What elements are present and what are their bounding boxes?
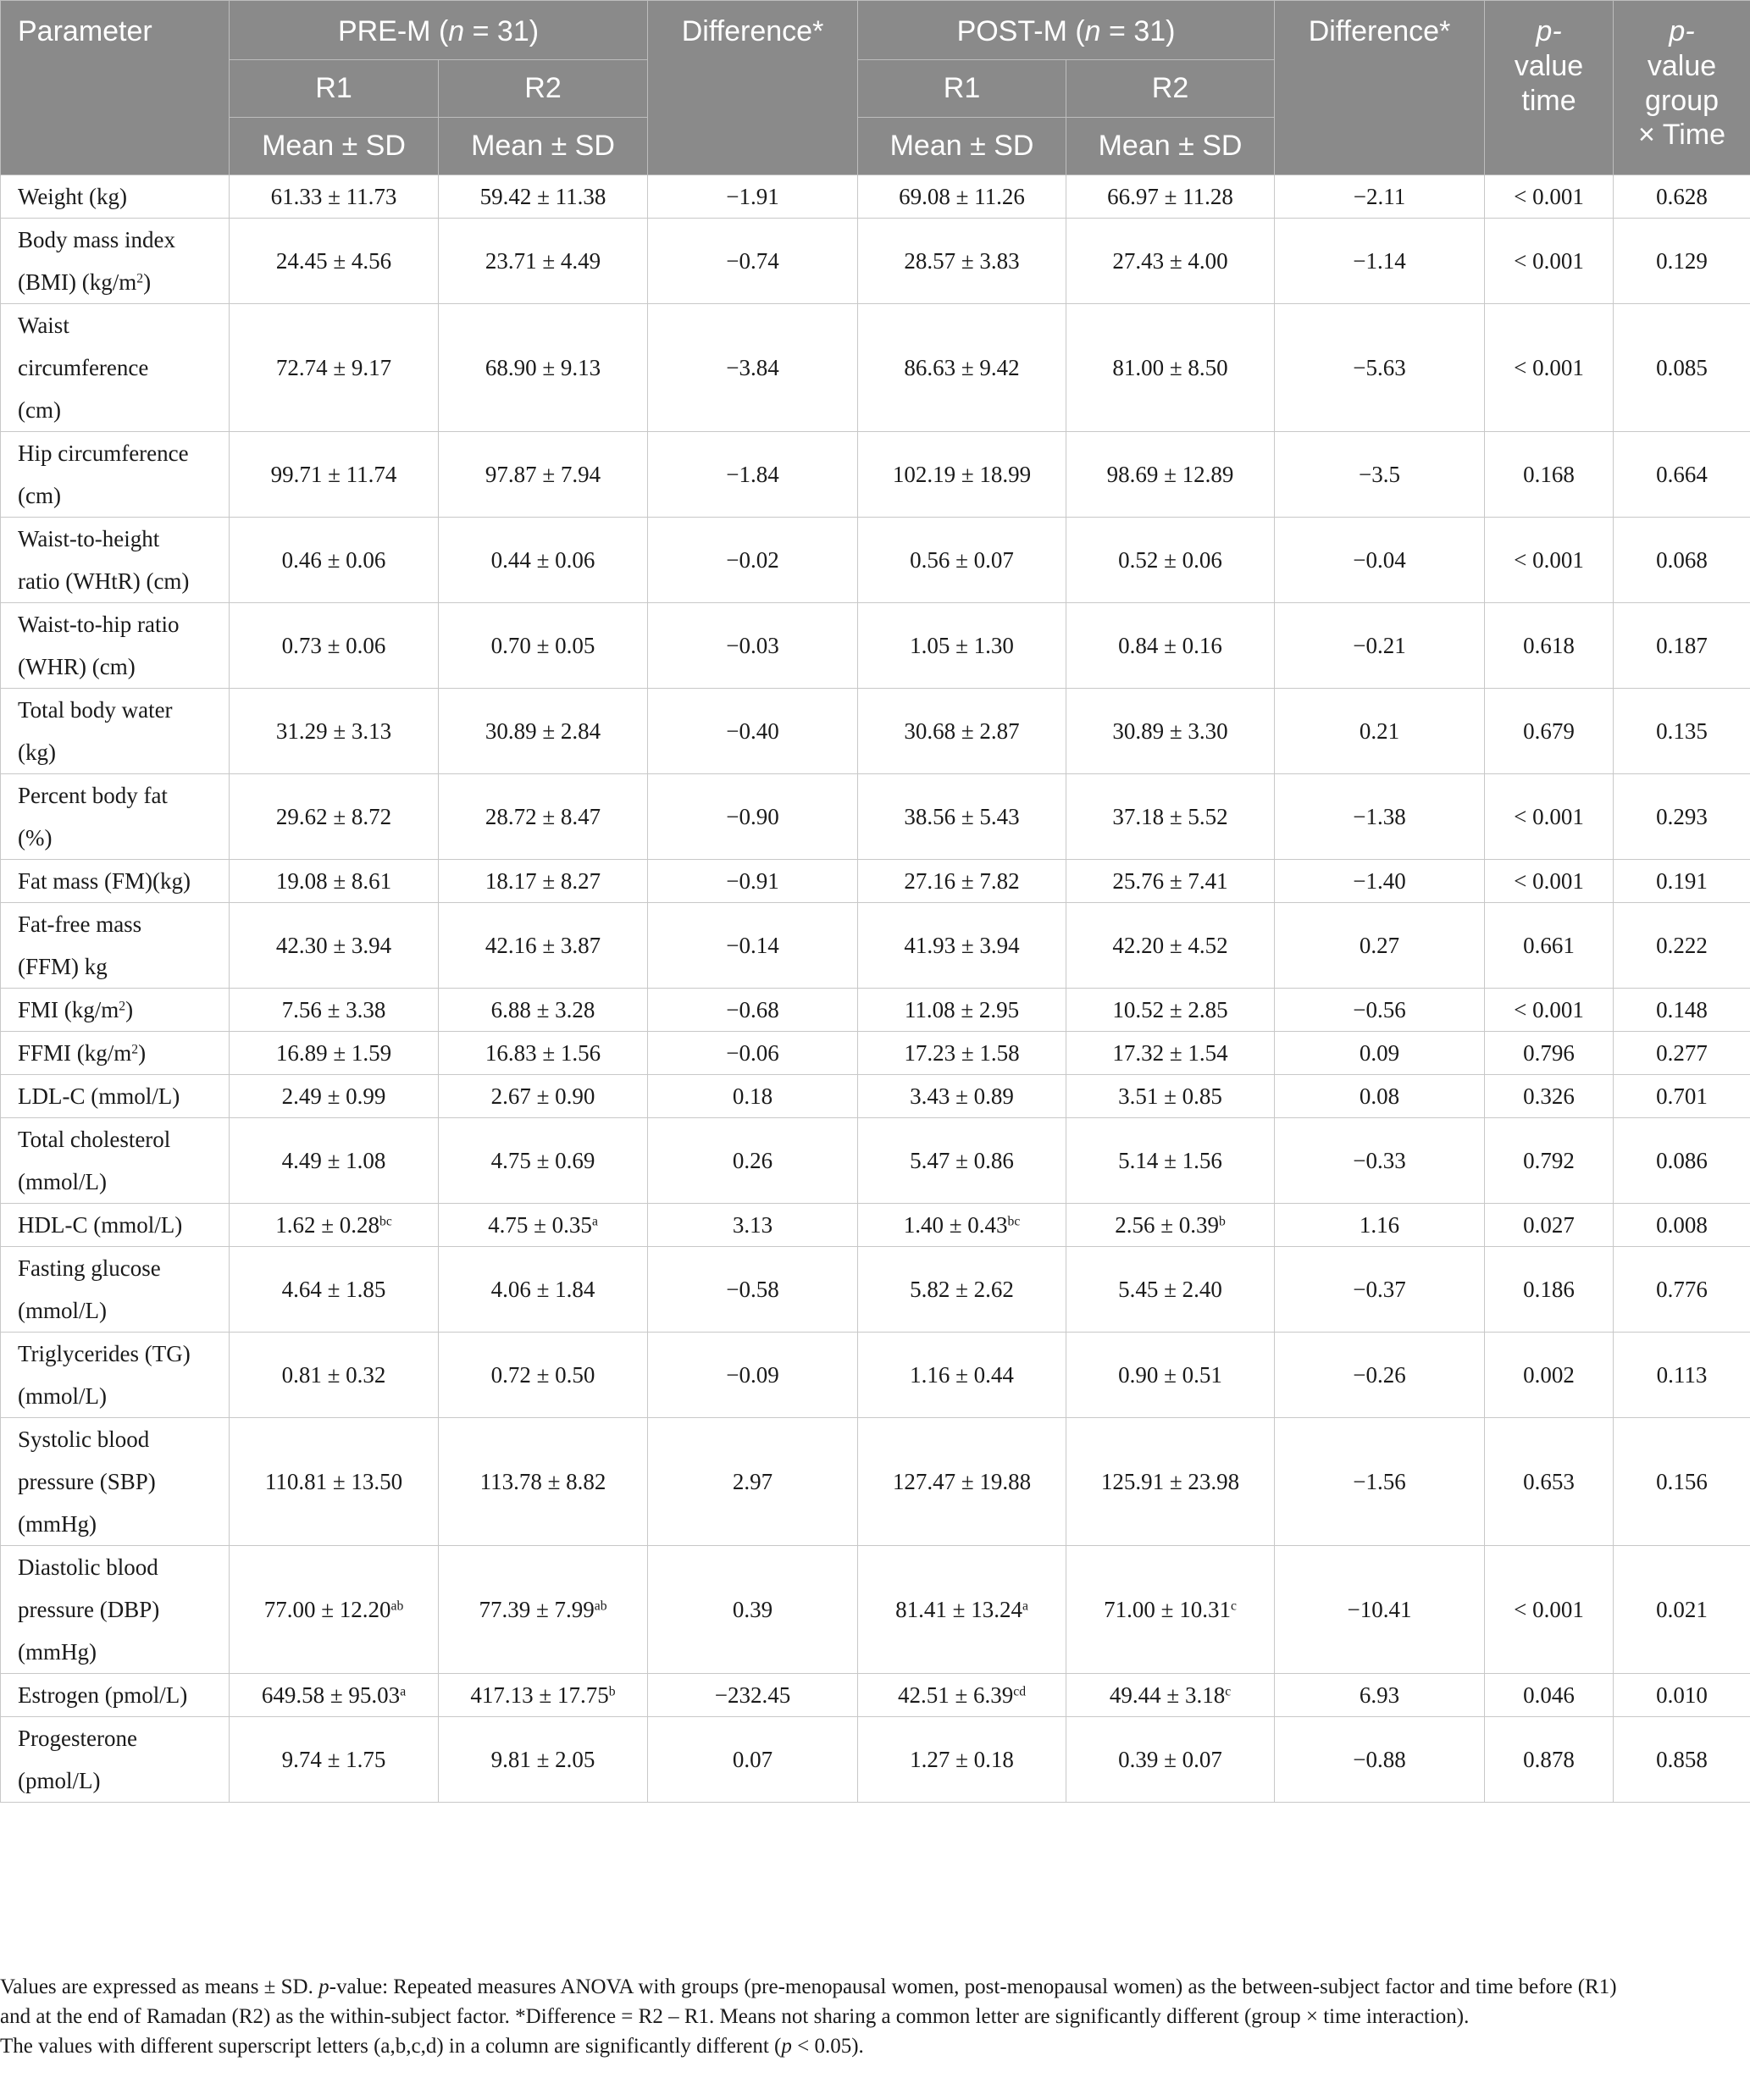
pre-r2-cell: 6.88 ± 3.28 bbox=[439, 989, 648, 1032]
pre-r1-cell: 0.46 ± 0.06 bbox=[230, 518, 439, 603]
pre-difference-cell: 0.18 bbox=[648, 1075, 858, 1118]
pre-r2-cell: 30.89 ± 2.84 bbox=[439, 689, 648, 774]
post-difference-cell: 0.08 bbox=[1275, 1075, 1485, 1118]
parameter-header: Parameter bbox=[1, 1, 230, 175]
pre-r1-cell: 77.00 ± 12.20$^{ab}$ bbox=[230, 1546, 439, 1674]
post-r2-cell: 0.52 ± 0.06 bbox=[1066, 518, 1275, 603]
pre-r1-cell: 2.49 ± 0.99 bbox=[230, 1075, 439, 1118]
p-value-time-cell: 0.618 bbox=[1485, 603, 1614, 689]
parameter-cell: Diastolic blood pressure (DBP) (mmHg) bbox=[1, 1546, 230, 1674]
parameter-cell: FMI $(kg/m^2)$ bbox=[1, 989, 230, 1032]
post-r1-cell: 17.23 ± 1.58 bbox=[858, 1032, 1066, 1075]
pre-r2-cell: 68.90 ± 9.13 bbox=[439, 304, 648, 432]
p-value-interaction-cell: 0.858 bbox=[1614, 1717, 1750, 1803]
post-r1-cell: 86.63 ± 9.42 bbox=[858, 304, 1066, 432]
post-r1-header: R1 bbox=[858, 60, 1066, 118]
pre-difference-cell: 3.13 bbox=[648, 1204, 858, 1247]
pre-r2-cell: 59.42 ± 11.38 bbox=[439, 175, 648, 219]
post-r2-cell: 5.14 ± 1.56 bbox=[1066, 1118, 1275, 1204]
post-difference-cell: −10.41 bbox=[1275, 1546, 1485, 1674]
pre-r2-mean-sd-header: Mean ± SD bbox=[439, 118, 648, 175]
footnote-line-3: The values with different superscript letters (a,b,c,d) in a column are significantly different (p < 0.05). bbox=[0, 2035, 864, 2058]
post-difference-cell: −0.21 bbox=[1275, 603, 1485, 689]
p-value-interaction-cell: 0.701 bbox=[1614, 1075, 1750, 1118]
pre-difference-cell: −0.02 bbox=[648, 518, 858, 603]
table-row bbox=[1, 1075, 1750, 1118]
pre-difference-cell: 0.39 bbox=[648, 1546, 858, 1674]
post-r2-cell: 49.44 ± 3.18$^c$ bbox=[1066, 1674, 1275, 1717]
pre-r2-header: R2 bbox=[439, 60, 648, 118]
pre-difference-cell: −0.40 bbox=[648, 689, 858, 774]
parameter-cell: Triglycerides (TG) (mmol/L) bbox=[1, 1333, 230, 1418]
post-difference-cell: 1.16 bbox=[1275, 1204, 1485, 1247]
p-value-time-cell: < 0.001 bbox=[1485, 774, 1614, 860]
table-footnote bbox=[0, 1972, 1736, 2061]
pre-m-group-header: PRE-M (n = 31) bbox=[230, 1, 648, 60]
post-difference-cell: −0.26 bbox=[1275, 1333, 1485, 1418]
post-r1-cell: 41.93 ± 3.94 bbox=[858, 903, 1066, 989]
p-value-time-cell: < 0.001 bbox=[1485, 219, 1614, 304]
pre-r1-cell: 4.49 ± 1.08 bbox=[230, 1118, 439, 1204]
table-row bbox=[1, 175, 1750, 219]
pre-difference-cell: −0.90 bbox=[648, 774, 858, 860]
post-difference-cell: 6.93 bbox=[1275, 1674, 1485, 1717]
pre-r2-cell: 77.39 ± 7.99$^{ab}$ bbox=[439, 1546, 648, 1674]
post-r1-cell: 28.57 ± 3.83 bbox=[858, 219, 1066, 304]
post-r1-cell: 1.27 ± 0.18 bbox=[858, 1717, 1066, 1803]
post-difference-cell: −0.33 bbox=[1275, 1118, 1485, 1204]
parameter-cell: LDL-C (mmol/L) bbox=[1, 1075, 230, 1118]
post-r2-cell: 10.52 ± 2.85 bbox=[1066, 989, 1275, 1032]
post-difference-cell: −5.63 bbox=[1275, 304, 1485, 432]
p-value-interaction-cell: 0.008 bbox=[1614, 1204, 1750, 1247]
pre-r2-cell: 417.13 ± 17.75$^b$ bbox=[439, 1674, 648, 1717]
post-r1-cell: 30.68 ± 2.87 bbox=[858, 689, 1066, 774]
pre-difference-cell: 0.26 bbox=[648, 1118, 858, 1204]
post-difference-cell: −2.11 bbox=[1275, 175, 1485, 219]
post-r1-cell: 42.51 ± 6.39$^{cd}$ bbox=[858, 1674, 1066, 1717]
pre-difference-cell: −0.14 bbox=[648, 903, 858, 989]
p-value-time-cell: < 0.001 bbox=[1485, 860, 1614, 903]
p-value-interaction-cell: 0.191 bbox=[1614, 860, 1750, 903]
parameter-cell: Total cholesterol (mmol/L) bbox=[1, 1118, 230, 1204]
table-row bbox=[1, 1418, 1750, 1546]
parameter-cell: Fasting glucose (mmol/L) bbox=[1, 1247, 230, 1333]
post-r1-cell: 1.05 ± 1.30 bbox=[858, 603, 1066, 689]
pre-r1-cell: 72.74 ± 9.17 bbox=[230, 304, 439, 432]
p-value-interaction-cell: 0.187 bbox=[1614, 603, 1750, 689]
p-value-interaction-cell: 0.021 bbox=[1614, 1546, 1750, 1674]
post-difference-cell: 0.27 bbox=[1275, 903, 1485, 989]
p-value-interaction-cell: 0.010 bbox=[1614, 1674, 1750, 1717]
pre-r2-cell: 18.17 ± 8.27 bbox=[439, 860, 648, 903]
pre-r2-cell: 42.16 ± 3.87 bbox=[439, 903, 648, 989]
p-value-time-cell: 0.878 bbox=[1485, 1717, 1614, 1803]
pre-difference-cell: −0.91 bbox=[648, 860, 858, 903]
table-row bbox=[1, 1118, 1750, 1204]
post-r2-cell: 125.91 ± 23.98 bbox=[1066, 1418, 1275, 1546]
pre-r1-cell: 110.81 ± 13.50 bbox=[230, 1418, 439, 1546]
pre-difference-cell: 0.07 bbox=[648, 1717, 858, 1803]
p-value-time-cell: < 0.001 bbox=[1485, 989, 1614, 1032]
p-value-time-cell: 0.002 bbox=[1485, 1333, 1614, 1418]
p-value-interaction-header: p- value group × Time bbox=[1614, 1, 1750, 175]
pre-difference-cell: 2.97 bbox=[648, 1418, 858, 1546]
post-r2-cell: 66.97 ± 11.28 bbox=[1066, 175, 1275, 219]
pre-r1-cell: 29.62 ± 8.72 bbox=[230, 774, 439, 860]
pre-r1-cell: 24.45 ± 4.56 bbox=[230, 219, 439, 304]
table-row bbox=[1, 518, 1750, 603]
post-r2-cell: 0.90 ± 0.51 bbox=[1066, 1333, 1275, 1418]
pre-r2-cell: 9.81 ± 2.05 bbox=[439, 1717, 648, 1803]
p-value-interaction-cell: 0.222 bbox=[1614, 903, 1750, 989]
post-difference-cell: −0.56 bbox=[1275, 989, 1485, 1032]
p-value-time-cell: 0.661 bbox=[1485, 903, 1614, 989]
post-r2-cell: 81.00 ± 8.50 bbox=[1066, 304, 1275, 432]
post-difference-cell: −1.56 bbox=[1275, 1418, 1485, 1546]
post-difference-cell: −0.37 bbox=[1275, 1247, 1485, 1333]
parameter-cell: HDL-C (mmol/L) bbox=[1, 1204, 230, 1247]
pre-r2-cell: 16.83 ± 1.56 bbox=[439, 1032, 648, 1075]
p-value-time-cell: < 0.001 bbox=[1485, 518, 1614, 603]
parameter-cell: Percent body fat (%) bbox=[1, 774, 230, 860]
p-value-interaction-cell: 0.135 bbox=[1614, 689, 1750, 774]
post-r2-cell: 27.43 ± 4.00 bbox=[1066, 219, 1275, 304]
post-r2-header: R2 bbox=[1066, 60, 1275, 118]
p-value-time-cell: 0.027 bbox=[1485, 1204, 1614, 1247]
post-difference-cell: −0.04 bbox=[1275, 518, 1485, 603]
table-row bbox=[1, 1546, 1750, 1674]
p-value-time-cell: 0.792 bbox=[1485, 1118, 1614, 1204]
pre-difference-cell: −0.74 bbox=[648, 219, 858, 304]
p-value-time-cell: < 0.001 bbox=[1485, 304, 1614, 432]
post-r1-cell: 0.56 ± 0.07 bbox=[858, 518, 1066, 603]
pre-r2-cell: 97.87 ± 7.94 bbox=[439, 432, 648, 518]
table-body bbox=[1, 175, 1750, 1803]
pre-r2-cell: 4.06 ± 1.84 bbox=[439, 1247, 648, 1333]
post-r1-cell: 5.47 ± 0.86 bbox=[858, 1118, 1066, 1204]
p-value-time-cell: 0.679 bbox=[1485, 689, 1614, 774]
p-value-interaction-cell: 0.148 bbox=[1614, 989, 1750, 1032]
post-r2-cell: 37.18 ± 5.52 bbox=[1066, 774, 1275, 860]
pre-r1-cell: 9.74 ± 1.75 bbox=[230, 1717, 439, 1803]
post-r2-cell: 25.76 ± 7.41 bbox=[1066, 860, 1275, 903]
p-value-interaction-cell: 0.776 bbox=[1614, 1247, 1750, 1333]
pre-difference-cell: −1.91 bbox=[648, 175, 858, 219]
parameter-cell: Fat mass (FM)(kg) bbox=[1, 860, 230, 903]
pre-difference-cell: −0.58 bbox=[648, 1247, 858, 1333]
table-row bbox=[1, 1247, 1750, 1333]
post-r2-cell: 5.45 ± 2.40 bbox=[1066, 1247, 1275, 1333]
parameter-cell: Waist circumference (cm) bbox=[1, 304, 230, 432]
post-r2-cell: 0.39 ± 0.07 bbox=[1066, 1717, 1275, 1803]
table-row bbox=[1, 1717, 1750, 1803]
post-r2-cell: 30.89 ± 3.30 bbox=[1066, 689, 1275, 774]
pre-r2-cell: 28.72 ± 8.47 bbox=[439, 774, 648, 860]
table-row bbox=[1, 1204, 1750, 1247]
table-row bbox=[1, 903, 1750, 989]
pre-r1-cell: 99.71 ± 11.74 bbox=[230, 432, 439, 518]
pre-difference-header: Difference* bbox=[648, 1, 858, 175]
post-r1-cell: 102.19 ± 18.99 bbox=[858, 432, 1066, 518]
post-difference-cell: −3.5 bbox=[1275, 432, 1485, 518]
p-value-time-cell: 0.326 bbox=[1485, 1075, 1614, 1118]
p-value-time-cell: < 0.001 bbox=[1485, 1546, 1614, 1674]
post-r1-cell: 127.47 ± 19.88 bbox=[858, 1418, 1066, 1546]
pre-r1-header: R1 bbox=[230, 60, 439, 118]
footnote-line-1: Values are expressed as means ± SD. p-value: Repeated measures ANOVA with groups (pre-menopausal women, post-menopausal women) as the between-subject factor and time before (R1) bbox=[0, 1975, 1617, 1998]
post-difference-cell: −1.40 bbox=[1275, 860, 1485, 903]
post-r1-cell: 27.16 ± 7.82 bbox=[858, 860, 1066, 903]
post-r1-cell: 1.16 ± 0.44 bbox=[858, 1333, 1066, 1418]
parameter-cell: Body mass index (BMI) $(kg/m^2)$ bbox=[1, 219, 230, 304]
parameter-cell: Waist-to-hip ratio (WHR) (cm) bbox=[1, 603, 230, 689]
p-value-time-cell: < 0.001 bbox=[1485, 175, 1614, 219]
post-r1-cell: 81.41 ± 13.24$^a$ bbox=[858, 1546, 1066, 1674]
table-row bbox=[1, 689, 1750, 774]
parameter-cell: Weight (kg) bbox=[1, 175, 230, 219]
parameter-cell: Systolic blood pressure (SBP) (mmHg) bbox=[1, 1418, 230, 1546]
post-r1-mean-sd-header: Mean ± SD bbox=[858, 118, 1066, 175]
pre-r1-cell: 0.73 ± 0.06 bbox=[230, 603, 439, 689]
pre-r1-cell: 42.30 ± 3.94 bbox=[230, 903, 439, 989]
post-m-group-header: POST-M (n = 31) bbox=[858, 1, 1275, 60]
p-value-time-cell: 0.046 bbox=[1485, 1674, 1614, 1717]
table-row bbox=[1, 432, 1750, 518]
post-difference-cell: −0.88 bbox=[1275, 1717, 1485, 1803]
p-value-interaction-cell: 0.156 bbox=[1614, 1418, 1750, 1546]
pre-r2-cell: 4.75 ± 0.35$^a$ bbox=[439, 1204, 648, 1247]
p-value-interaction-cell: 0.664 bbox=[1614, 432, 1750, 518]
table-row bbox=[1, 860, 1750, 903]
p-value-interaction-cell: 0.068 bbox=[1614, 518, 1750, 603]
table-row bbox=[1, 1333, 1750, 1418]
parameter-cell: Estrogen (pmol/L) bbox=[1, 1674, 230, 1717]
pre-r1-cell: 31.29 ± 3.13 bbox=[230, 689, 439, 774]
p-value-interaction-cell: 0.293 bbox=[1614, 774, 1750, 860]
table-row bbox=[1, 774, 1750, 860]
p-value-interaction-cell: 0.129 bbox=[1614, 219, 1750, 304]
pre-r2-cell: 4.75 ± 0.69 bbox=[439, 1118, 648, 1204]
pre-r1-cell: 1.62 ± 0.28$^{bc}$ bbox=[230, 1204, 439, 1247]
post-difference-cell: −1.14 bbox=[1275, 219, 1485, 304]
post-difference-cell: 0.09 bbox=[1275, 1032, 1485, 1075]
p-value-time-cell: 0.653 bbox=[1485, 1418, 1614, 1546]
pre-r2-cell: 2.67 ± 0.90 bbox=[439, 1075, 648, 1118]
pre-r2-cell: 0.72 ± 0.50 bbox=[439, 1333, 648, 1418]
table-row bbox=[1, 1674, 1750, 1717]
post-r2-cell: 0.84 ± 0.16 bbox=[1066, 603, 1275, 689]
p-value-time-cell: 0.796 bbox=[1485, 1032, 1614, 1075]
pre-r1-cell: 7.56 ± 3.38 bbox=[230, 989, 439, 1032]
post-r1-cell: 11.08 ± 2.95 bbox=[858, 989, 1066, 1032]
pre-r2-cell: 113.78 ± 8.82 bbox=[439, 1418, 648, 1546]
pre-r1-cell: 19.08 ± 8.61 bbox=[230, 860, 439, 903]
pre-r2-cell: 23.71 ± 4.49 bbox=[439, 219, 648, 304]
parameter-cell: FFMI $(kg/m^2)$ bbox=[1, 1032, 230, 1075]
pre-r2-cell: 0.44 ± 0.06 bbox=[439, 518, 648, 603]
pre-r1-mean-sd-header: Mean ± SD bbox=[230, 118, 439, 175]
post-r1-cell: 1.40 ± 0.43$^{bc}$ bbox=[858, 1204, 1066, 1247]
post-r1-cell: 38.56 ± 5.43 bbox=[858, 774, 1066, 860]
table-row bbox=[1, 989, 1750, 1032]
parameter-cell: Hip circumference (cm) bbox=[1, 432, 230, 518]
pre-difference-cell: −0.68 bbox=[648, 989, 858, 1032]
pre-r1-cell: 61.33 ± 11.73 bbox=[230, 175, 439, 219]
pre-r2-cell: 0.70 ± 0.05 bbox=[439, 603, 648, 689]
p-value-time-cell: 0.186 bbox=[1485, 1247, 1614, 1333]
post-r2-cell: 98.69 ± 12.89 bbox=[1066, 432, 1275, 518]
post-r2-cell: 42.20 ± 4.52 bbox=[1066, 903, 1275, 989]
post-r2-cell: 2.56 ± 0.39$^b$ bbox=[1066, 1204, 1275, 1247]
p-value-interaction-cell: 0.085 bbox=[1614, 304, 1750, 432]
post-r2-cell: 17.32 ± 1.54 bbox=[1066, 1032, 1275, 1075]
table-row bbox=[1, 1032, 1750, 1075]
pre-difference-cell: −0.09 bbox=[648, 1333, 858, 1418]
pre-difference-cell: −0.03 bbox=[648, 603, 858, 689]
p-value-time-cell: 0.168 bbox=[1485, 432, 1614, 518]
parameter-cell: Progesterone (pmol/L) bbox=[1, 1717, 230, 1803]
table-row bbox=[1, 304, 1750, 432]
p-value-interaction-cell: 0.086 bbox=[1614, 1118, 1750, 1204]
post-r1-cell: 3.43 ± 0.89 bbox=[858, 1075, 1066, 1118]
post-r1-cell: 69.08 ± 11.26 bbox=[858, 175, 1066, 219]
p-value-time-header: p- value time bbox=[1485, 1, 1614, 175]
parameter-cell: Total body water (kg) bbox=[1, 689, 230, 774]
footnote-line-2: and at the end of Ramadan (R2) as the within-subject factor. *Difference = R2 – R1. Means not sharing a common letter are significantly different (group × time interaction). bbox=[0, 2005, 1470, 2028]
pre-difference-cell: −0.06 bbox=[648, 1032, 858, 1075]
p-value-interaction-cell: 0.628 bbox=[1614, 175, 1750, 219]
pre-r1-cell: 0.81 ± 0.32 bbox=[230, 1333, 439, 1418]
post-difference-cell: 0.21 bbox=[1275, 689, 1485, 774]
pre-r1-cell: 16.89 ± 1.59 bbox=[230, 1032, 439, 1075]
parameter-cell: Fat-free mass (FFM) kg bbox=[1, 903, 230, 989]
pre-difference-cell: −232.45 bbox=[648, 1674, 858, 1717]
post-difference-header: Difference* bbox=[1275, 1, 1485, 175]
table-row bbox=[1, 603, 1750, 689]
table-row bbox=[1, 219, 1750, 304]
parameter-cell: Waist-to-height ratio (WHtR) (cm) bbox=[1, 518, 230, 603]
post-r2-mean-sd-header: Mean ± SD bbox=[1066, 118, 1275, 175]
table-header bbox=[1, 1, 1750, 175]
p-value-interaction-cell: 0.113 bbox=[1614, 1333, 1750, 1418]
p-value-interaction-cell: 0.277 bbox=[1614, 1032, 1750, 1075]
pre-r1-cell: 4.64 ± 1.85 bbox=[230, 1247, 439, 1333]
post-r1-cell: 5.82 ± 2.62 bbox=[858, 1247, 1066, 1333]
pre-r1-cell: 649.58 ± 95.03$^a$ bbox=[230, 1674, 439, 1717]
post-difference-cell: −1.38 bbox=[1275, 774, 1485, 860]
pre-difference-cell: −3.84 bbox=[648, 304, 858, 432]
post-r2-cell: 3.51 ± 0.85 bbox=[1066, 1075, 1275, 1118]
pre-difference-cell: −1.84 bbox=[648, 432, 858, 518]
post-r2-cell: 71.00 ± 10.31$^c$ bbox=[1066, 1546, 1275, 1674]
